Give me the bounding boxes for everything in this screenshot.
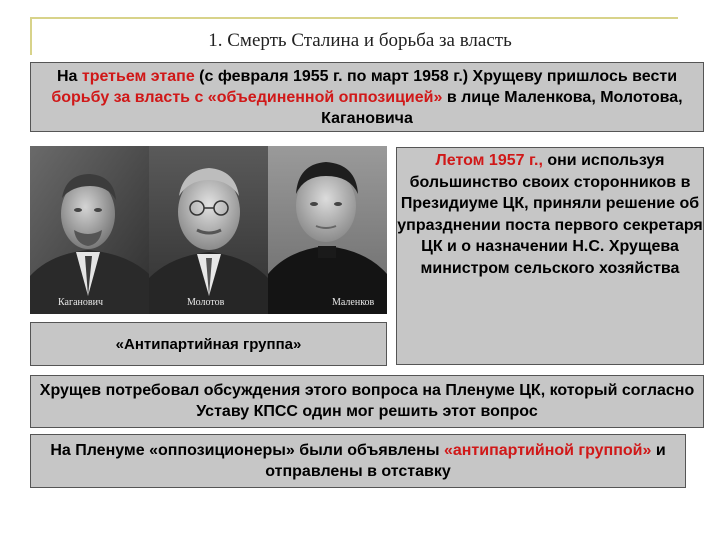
caption-molotov: Молотов (187, 297, 225, 308)
intro-text-3: в лице Маленкова, Молотова, Кагановича (321, 89, 683, 127)
intro-box (30, 62, 704, 132)
caption-kaganovich: Каганович (58, 297, 103, 308)
caption-malenkov: Маленков (332, 297, 375, 308)
intro-text-1: На (56, 68, 82, 85)
plenum-demand-box: Хрущев потребовал обсуждения этого вопроса на Пленуме ЦК, который согласно Уставу КПСС один мог решить этот вопрос (30, 375, 704, 428)
outcome-group: «антипартийной группой» (443, 442, 652, 459)
outcome-box (30, 434, 686, 488)
portrait-malenkov (268, 146, 387, 314)
outcome-text-1: На Пленуме «оппозиционеры» были объявлены (50, 442, 444, 459)
portraits-image (30, 146, 387, 314)
intro-struggle: борьбу за власть с «объединенной оппозицией» (51, 89, 443, 106)
summer-text: они используя большинство своих сторонников в Президиуме ЦК, приняли решение об упразднении поста первого секретаря ЦК и о назначении Н.С. Хрущева министром сельского хозяйства (397, 152, 703, 277)
outcome-text-2: и отправлены в отставку (265, 442, 666, 480)
portrait-molotov (149, 146, 268, 314)
portrait-kaganovich (30, 146, 149, 314)
frame-top-line (30, 17, 678, 19)
antiparty-group-label: «Антипартийная группа» (30, 322, 387, 366)
summer-date: Летом 1957 г., (435, 152, 543, 169)
slide-title: 1. Смерть Сталина и борьба за власть (208, 30, 512, 51)
intro-stage: третьем этапе (81, 68, 195, 85)
intro-text-2: (с февраля 1955 г. по март 1958 г.) Хрущеву пришлось вести (194, 68, 678, 85)
summer-1957-box (396, 147, 704, 365)
